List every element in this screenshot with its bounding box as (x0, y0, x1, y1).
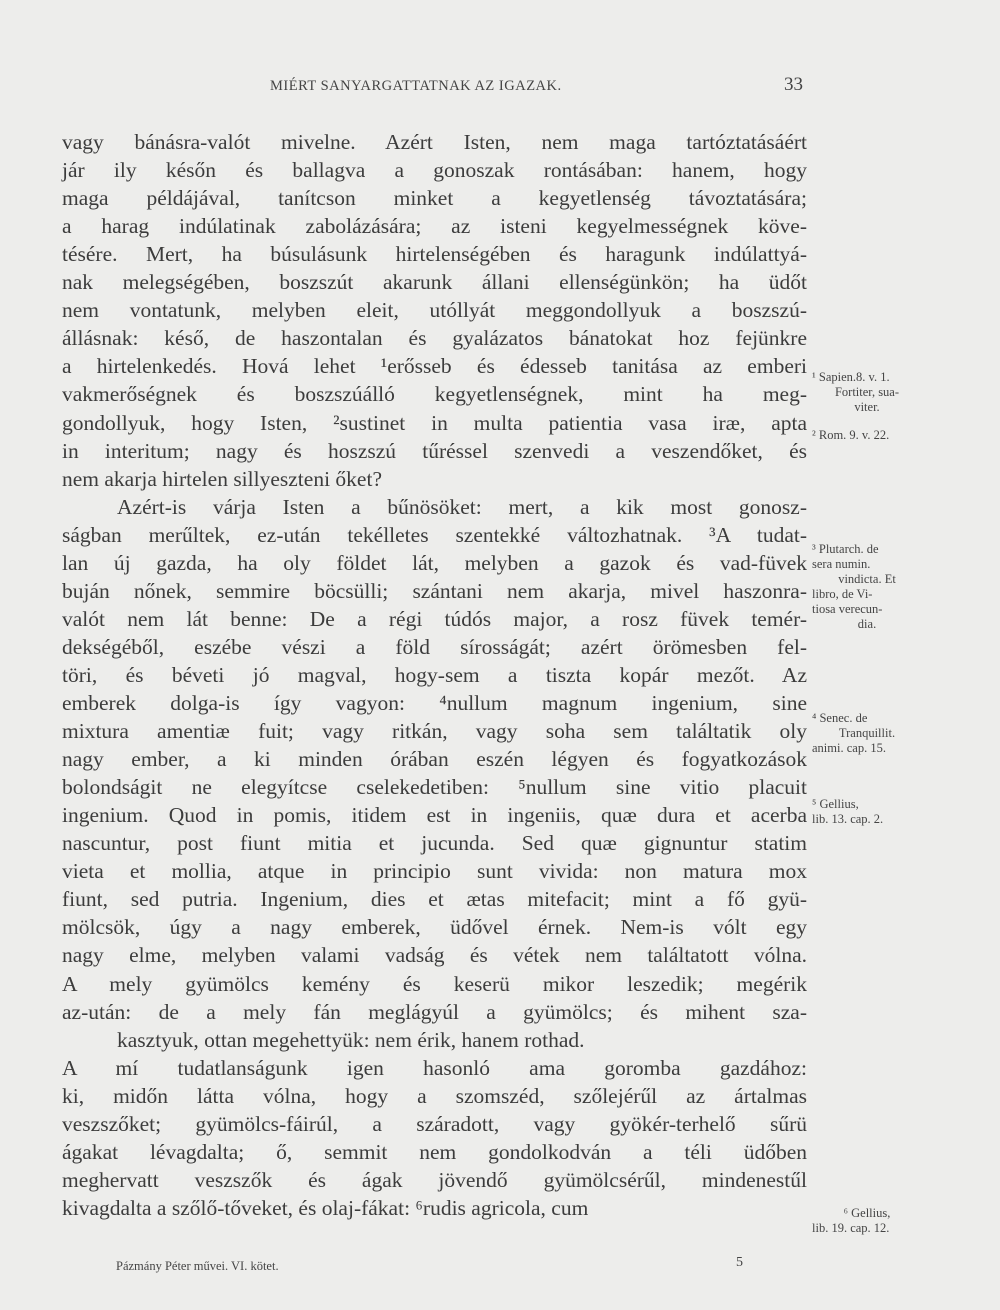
margin-note-3 (812, 542, 922, 632)
text-line: Azért-is várja Isten a bűnösöket: mert, a kik most gonosz- (117, 494, 807, 519)
note-3-line-5: tiosa verecun- (812, 602, 883, 616)
margin-note-5 (812, 797, 922, 827)
text-line: vagy bánásra-valót mivelne. Azért Isten, nem maga tartóztatásáért (62, 130, 807, 154)
text-line: kivagdalta a szőlő-tőveket, és olaj-fákat: ⁶rudis agricola, cum (62, 1195, 589, 1220)
note-4-line-3: animi. cap. 15. (812, 741, 886, 755)
text-line: in interitum; nagy és hoszszú tűréssel szenvedi a veszendőket, és (62, 438, 807, 463)
text-line: A mely gyümölcs kemény és keserü mikor leszedik; megérik (62, 971, 807, 996)
text-line: nak melegségében, boszszút akarunk állani ellenségünkön; ha üdőt (62, 270, 807, 295)
text-line: tésére. Mert, ha búsulásunk hirtelenségében és haragunk indúlattyá- (62, 242, 807, 267)
text-line: nem akarja hirtelen sillyeszteni őket? (62, 466, 382, 491)
note-2-line-1: ² Rom. 9. v. 22. (812, 428, 890, 442)
text-line: emberek dolga-is így vagyon: ⁴nullum magnum ingenium, sine (62, 691, 807, 715)
text-line: ki, midőn látta vólna, hogy a szomszéd, szőlejérűl az ártalmas (62, 1083, 807, 1108)
margin-note-4 (812, 711, 922, 756)
text-line: ságban merűltek, ez-után tekélletes szentekké változhatnak. ³A tudat- (62, 522, 807, 547)
note-6-line-1: ⁶ Gellius, (843, 1206, 891, 1220)
note-3-line-1: ³ Plutarch. de (812, 542, 879, 556)
text-line: lan új gazda, ha oly földet lát, melyben a gazok és vad-füvek (62, 550, 807, 575)
text-line: töri, és béveti jó magval, hogy-sem a tiszta kopár mezőt. Az (62, 662, 807, 687)
note-4-line-1: ⁴ Senec. de (812, 711, 868, 725)
text-line: az-után: de a mely fán meglágyúl a gyümölcs; és mihent sza- (62, 999, 807, 1024)
text-line: nascuntur, post fiunt mitia et jucunda. Sed quæ gignuntur statim (62, 831, 807, 856)
text-line: a hirtelenkedés. Hová lehet ¹erősseb és édesseb tanitása az emberi (62, 354, 807, 379)
text-line: állásnak: késő, de haszontalan és gyalázatos bánatokat hoz fejünkre (62, 326, 807, 351)
margin-note-6 (812, 1206, 922, 1236)
text-line: bolondságit ne elegyítcse cselekedetiben: ⁵nullum sine vitio placuit (62, 775, 807, 800)
text-line: A mí tudatlanságunk igen hasonló ama goromba gazdához: (62, 1055, 807, 1080)
footer-series-title: Pázmány Péter művei. VI. kötet. (116, 1259, 279, 1273)
text-line: mölcsök, úgy a nagy emberek, üdővel érnek. Nem-is vólt egy (62, 915, 807, 940)
text-line: gondollyuk, hogy Isten, ²sustinet in multa patientia vasa iræ, apta (62, 410, 807, 435)
note-1-line-2: Fortiter, sua- (834, 385, 900, 399)
text-line: ingenium. Quod in pomis, itidem est in ingeniis, quæ dura et acerba (62, 803, 807, 828)
margin-note-2 (812, 428, 922, 443)
text-line: dekségéből, eszébe vészi a föld sírosságát; azért örömesben fel- (62, 634, 807, 659)
text-line: fiunt, sed putria. Ingenium, dies et ætas mitefacit; mint a fő gyü- (62, 887, 807, 912)
text-line: kasztyuk, ottan megehettyük: nem érik, hanem rothad. (117, 1027, 585, 1052)
note-3-line-6: dia. (857, 617, 877, 631)
text-line: nagy elme, melyben valami vadság és vétek nem találtatott vólna. (62, 943, 807, 968)
text-line: mixtura amentiæ fuit; vagy ritkán, vagy soha sem találtatik oly (62, 719, 807, 744)
note-1-line-1: ¹ Sapien.8. v. 1. (812, 370, 890, 384)
page-number: 33 (784, 74, 803, 95)
footer-signature-number: 5 (736, 1255, 743, 1270)
text-line: nem vontatunk, melyben eleit, utóllyát meggondollyuk a boszszú- (62, 298, 807, 323)
note-1-line-3: viter. (854, 400, 880, 414)
text-line: valót nem lát benne: De a régi túdós major, a rosz füvek temér- (62, 606, 807, 631)
text-line: a harag indúlatinak zabolázására; az isteni kegyelmességnek köve- (62, 214, 807, 239)
margin-note-1 (812, 370, 922, 415)
text-line: ágakat lévagdalta; ő, semmit nem gondolkodván a téli üdőben (62, 1139, 807, 1164)
running-title: MIÉRT SANYARGATTATNAK AZ IGAZAK. (270, 78, 562, 94)
note-6-line-2: lib. 19. cap. 12. (812, 1221, 890, 1235)
note-3-line-2: sera numin. (812, 557, 871, 571)
note-4-line-2: Tranquillit. (838, 726, 896, 740)
note-3-line-4: libro, de Vi- (812, 587, 873, 601)
text-line: buján nőnek, semmire böcsülli; szántani nem akarja, mivel haszonra- (62, 578, 807, 603)
text-line: jár ily későn és ballagva a gonoszak rontásában: hanem, hogy (62, 158, 807, 183)
note-5-line-1: ⁵ Gellius, (812, 797, 859, 811)
note-3-line-3: vindicta. Et (838, 572, 896, 586)
text-line: veszszőket; gyümölcs-fáirúl, a száradott, vagy gyökér-terhelő sűrü (62, 1111, 807, 1136)
text-line: maga példájával, tanítcson minket a kegyetlenség távoztatására; (62, 186, 807, 211)
text-line: vakmerőségnek és boszszúálló kegyetlenségnek, mint ha meg- (62, 382, 807, 407)
text-line: nagy ember, a ki minden órában eszén légyen és fogyatkozások (62, 747, 807, 772)
text-line: meghervatt veszszők és ágak jövendő gyümölcsérűl, mindenestűl (62, 1167, 807, 1192)
text-line: vieta et mollia, atque in principio sunt vivida: non matura mox (62, 859, 807, 884)
note-5-line-2: lib. 13. cap. 2. (812, 812, 884, 826)
